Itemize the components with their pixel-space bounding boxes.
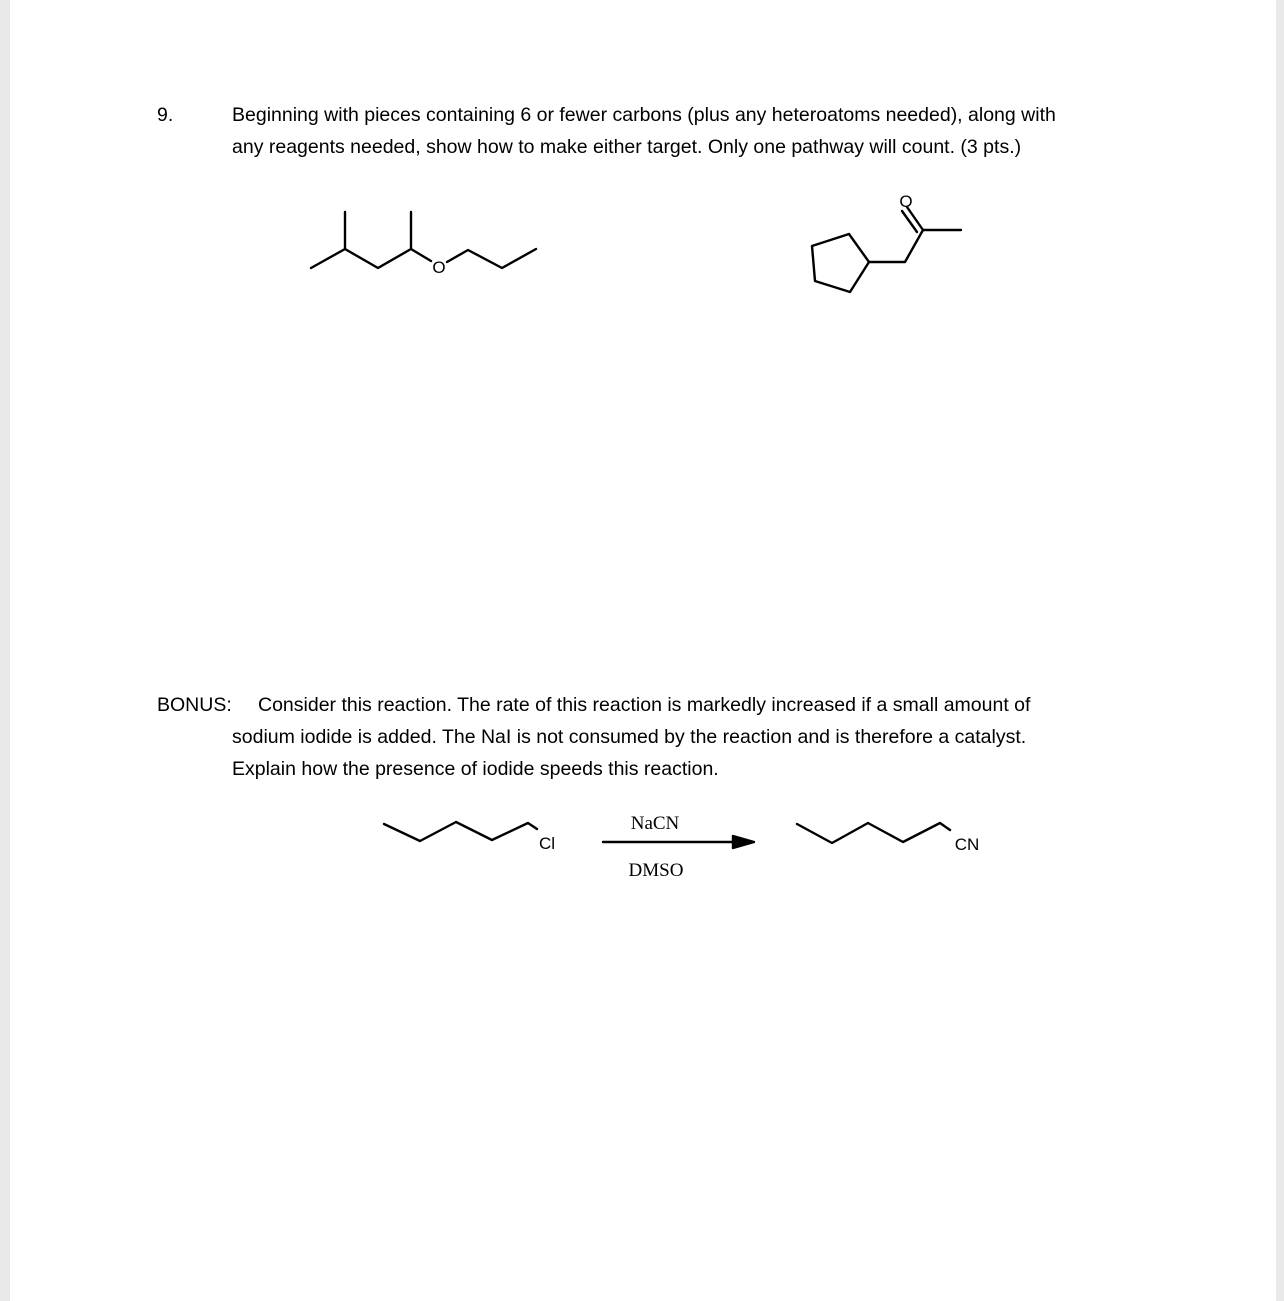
reactant-structure: [384, 822, 555, 853]
bonus-text-line-3: Explain how the presence of iodide speeds this reaction.: [232, 758, 719, 780]
product-structure: [797, 823, 979, 854]
bonus-label: BONUS:: [157, 694, 232, 716]
reaction-arrow: [603, 813, 754, 881]
bonus-text-line-1: Consider this reaction. The rate of this reaction is markedly increased if a small amount of: [258, 694, 1031, 716]
product-cyano-label: CN: [954, 835, 980, 854]
reactant-chloro-label: Cl: [538, 834, 556, 853]
question-text-line-1: Beginning with pieces containing 6 or fewer carbons (plus any heteroatoms needed), along with: [232, 104, 1056, 126]
question-number: 9.: [157, 104, 174, 126]
target1-oxygen-label: O: [432, 258, 446, 277]
question-text-line-2: any reagents needed, show how to make either target. Only one pathway will count. (3 pts.): [232, 136, 1022, 158]
solvent-below-arrow: DMSO: [628, 860, 684, 881]
target-ether-structure: [311, 212, 536, 277]
target2-oxygen-label: O: [899, 192, 913, 211]
bonus-text-line-2: sodium iodide is added. The NaI is not consumed by the reaction and is therefore a catalyst.: [232, 726, 1027, 748]
reagent-above-arrow: NaCN: [630, 813, 680, 834]
target-ketone-structure: [812, 192, 961, 292]
